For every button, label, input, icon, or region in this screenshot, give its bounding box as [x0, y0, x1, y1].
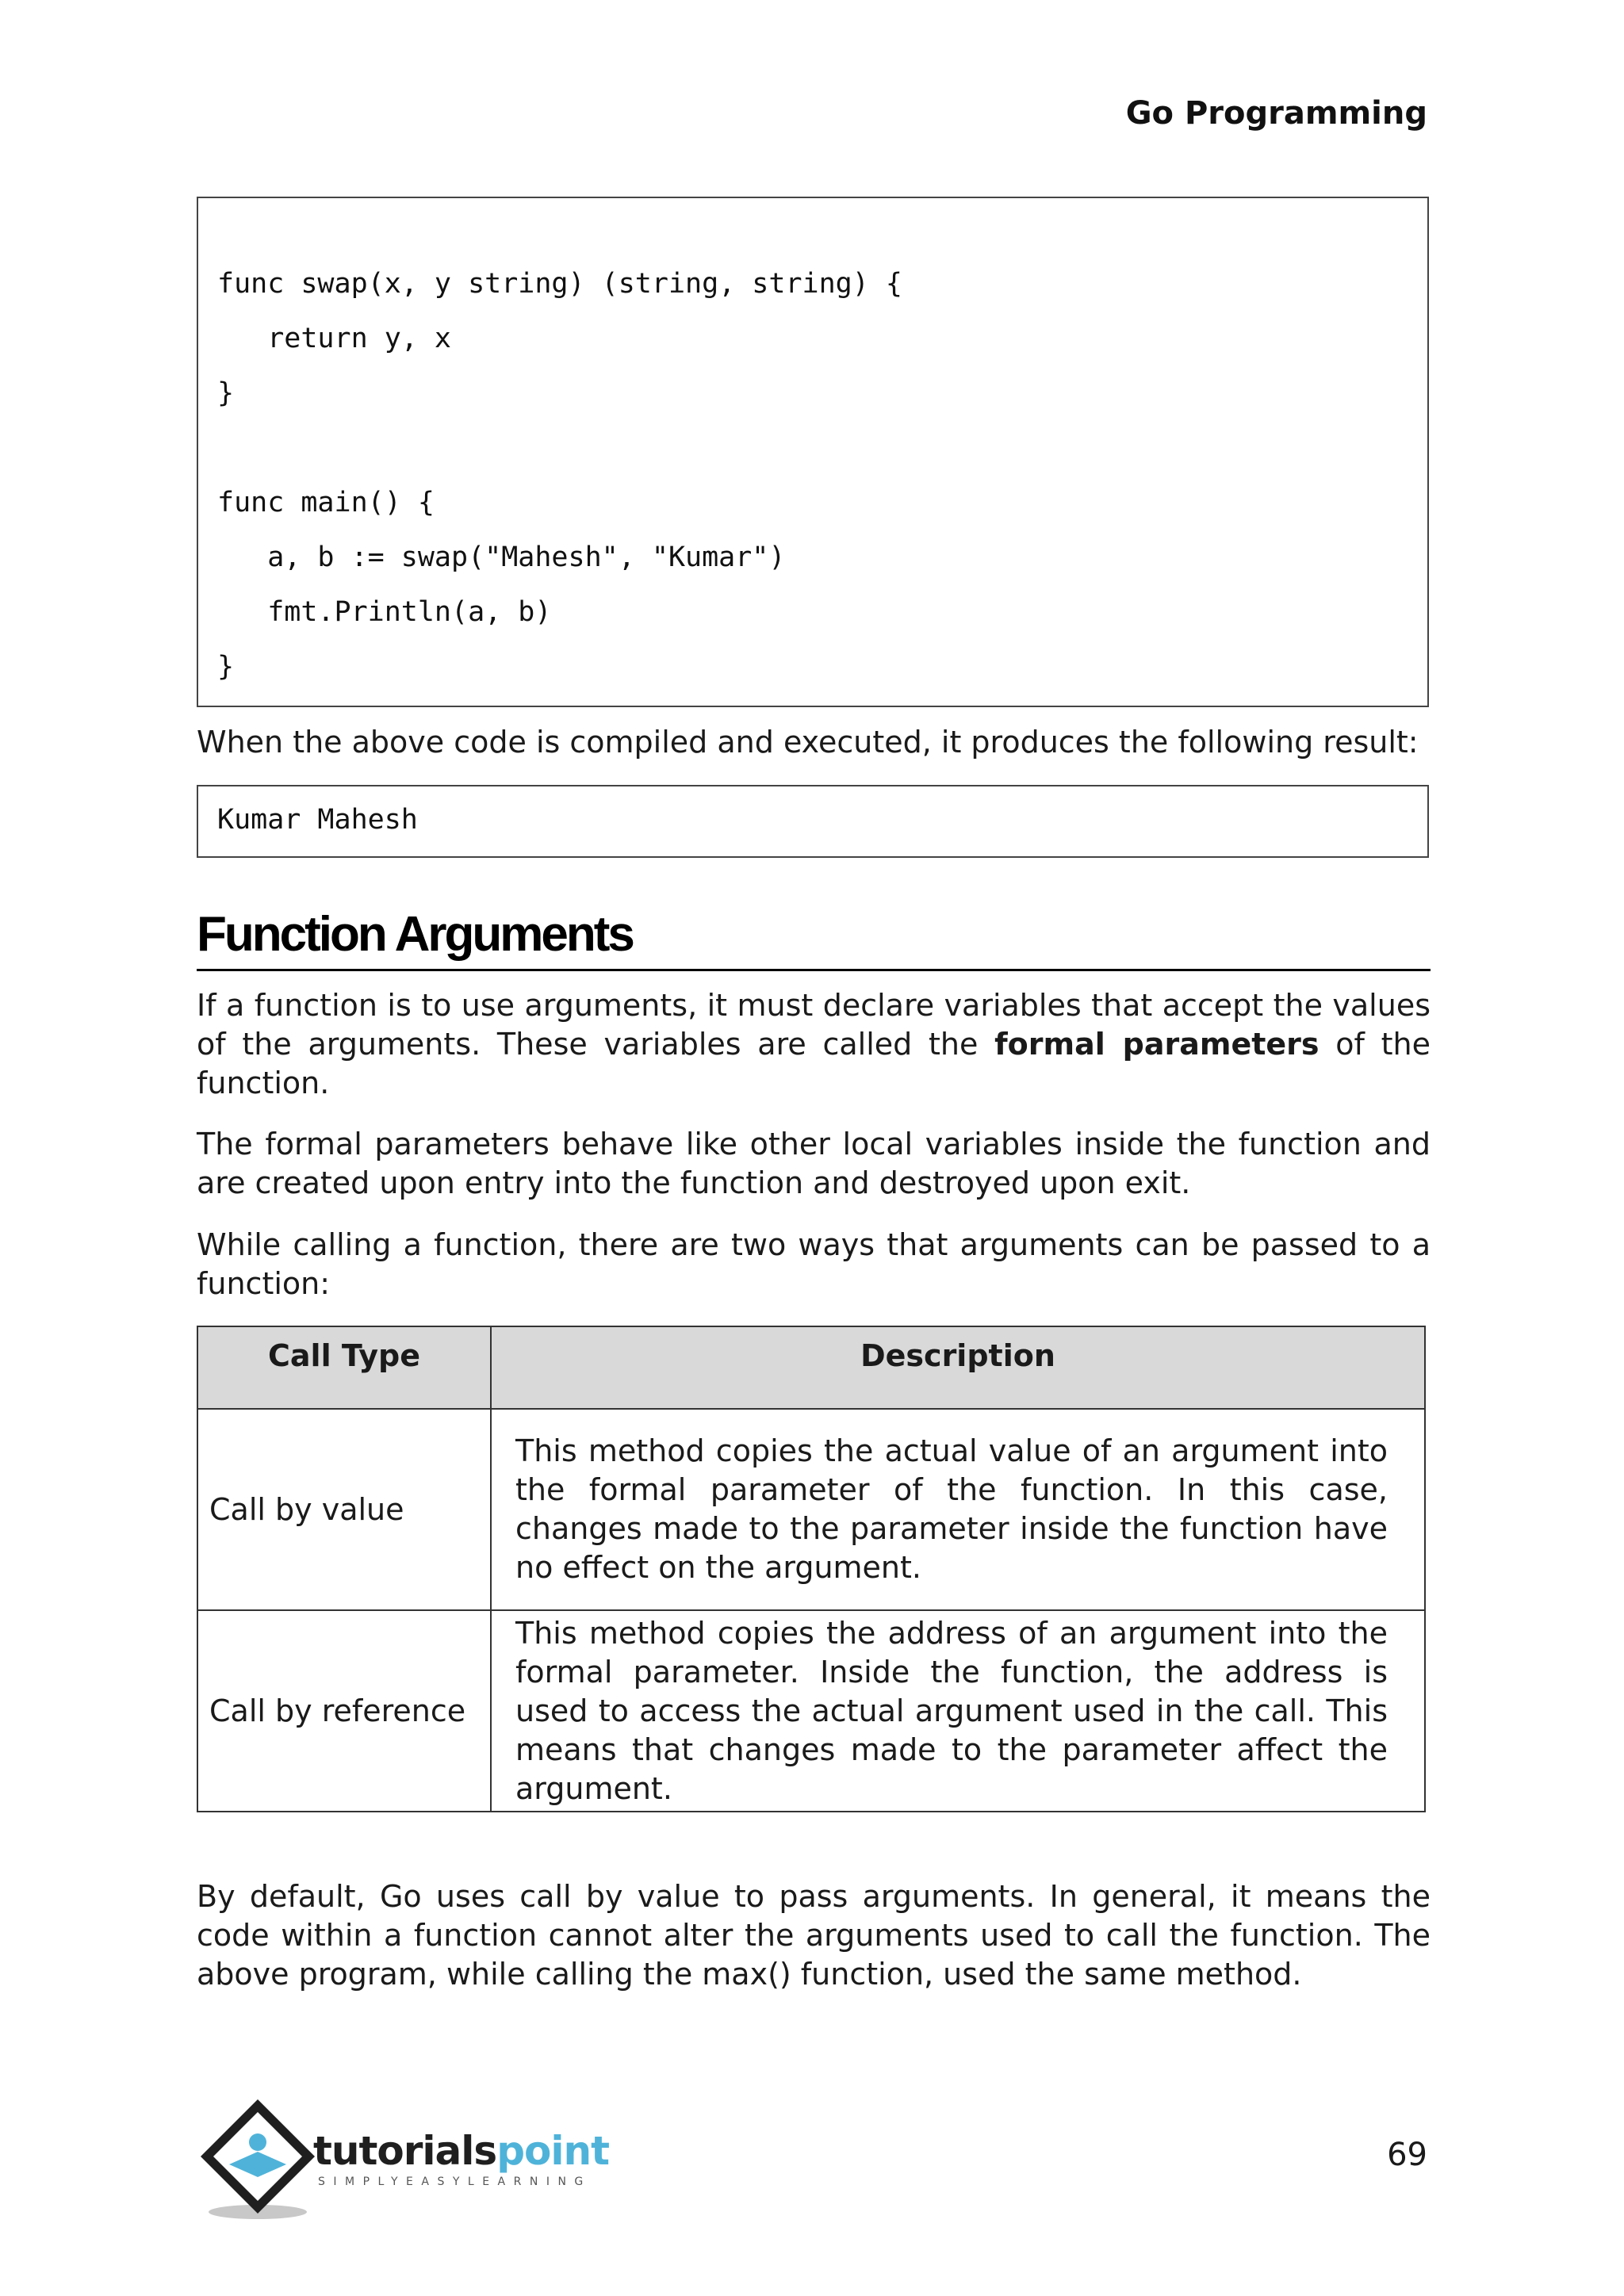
closing-paragraph: By default, Go uses call by value to pass arguments. In general, it means the code within a function cannot alter the arguments used to call the function. The above program, while calling the max() function, used the same method. [197, 1879, 1431, 1992]
paragraph-text: If a function is to use arguments, it must declare variables that accept the values of the arguments. These variables are called the [197, 988, 1431, 1062]
running-header: Go Programming [1125, 95, 1427, 132]
table-cell-description: This method copies the actual value of an argument into the formal parameter of the function. In this case, changes made to the parameter inside the function have no effect on the argument. [491, 1409, 1425, 1610]
code-line: func main() { [217, 487, 435, 519]
table-row [197, 1610, 1425, 1812]
table-cell-call-type: Call by reference [197, 1610, 491, 1812]
table-header-call-type: Call Type [197, 1326, 491, 1409]
code-line: } [217, 651, 235, 683]
paragraph-local-variables: The formal parameters behave like other local variables inside the function and are created upon entry into the function and destroyed upon exit. [197, 1127, 1431, 1200]
table-cell-call-type: Call by value [197, 1409, 491, 1610]
paragraph-text: of the function. [197, 1027, 1431, 1100]
page-number: 69 [1387, 2137, 1427, 2173]
code-line: } [217, 377, 235, 409]
paragraph-formal-parameters [197, 986, 1431, 1103]
paragraph-two-ways: While calling a function, there are two ways that arguments can be passed to a function: [197, 1227, 1431, 1301]
logo-figure-icon [249, 2133, 266, 2151]
bold-term: formal parameters [994, 1027, 1320, 1062]
logo-word-tutorials: tutorials [313, 2128, 497, 2174]
section-heading: Function Arguments [197, 904, 1431, 971]
svg-text:tutorialspoint [313, 2128, 609, 2174]
code-line: return y, x [217, 323, 452, 354]
table-row [197, 1409, 1425, 1610]
code-line: func swap(x, y string) (string, string) { [217, 268, 902, 300]
code-block [197, 197, 1429, 707]
output-block [197, 785, 1429, 858]
result-intro-text: When the above code is compiled and executed, it produces the following result: [197, 725, 1419, 760]
tutorialspoint-logo [194, 2093, 638, 2228]
logo-word-point: point [496, 2128, 609, 2174]
output-text: Kumar Mahesh [217, 804, 418, 836]
code-line: a, b := swap("Mahesh", "Kumar") [217, 541, 786, 573]
table-cell-description: This method copies the address of an argument into the formal parameter. Inside the function, the address is used to access the actual argument used in the call. This means that changes made to the parameter affect the argument. [491, 1610, 1425, 1812]
table-header-description: Description [491, 1326, 1425, 1409]
code-line: fmt.Println(a, b) [217, 596, 552, 628]
table-header-row [197, 1326, 1425, 1409]
logo-tagline: SIMPLYEASYLEARNING [318, 2175, 592, 2188]
call-types-table [197, 1326, 1426, 1812]
